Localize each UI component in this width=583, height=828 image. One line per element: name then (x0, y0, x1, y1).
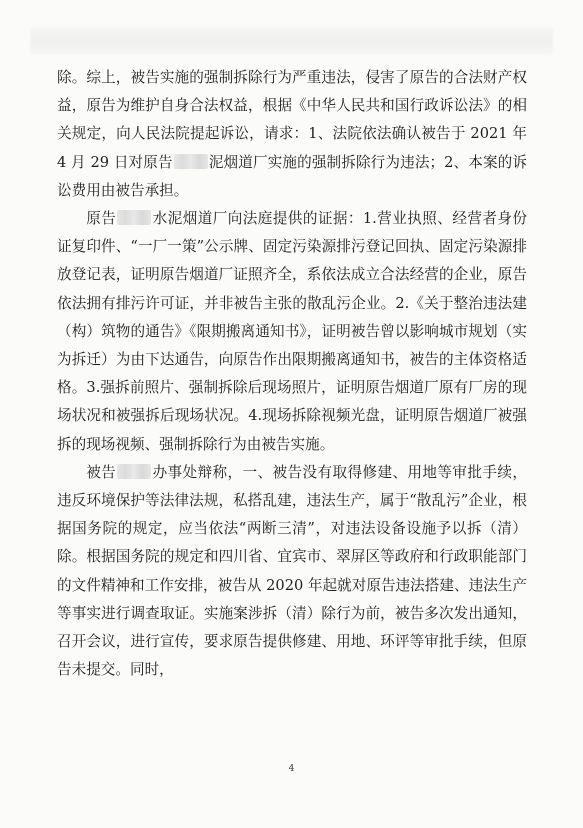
document-body (57, 64, 527, 684)
text-segment: 水泥烟道厂向法庭提供的证据：1.营业执照、经营者身份证复印件、“一厂一策”公示牌、固定污染源排污登记回执、固定污染源排放登记表，证明原告烟道厂证照齐全，系依法成立合法经营的企业，原告依法拥有排污许可证，并非被告主张的散乱污企业。2.《关于整治违法建（构）筑物的通告》《限期搬离通知书》，证明被告曾以影响城市规划（实为拆迁）为由下达通告，向原告作出限期搬离通知书，被告的主体资格适格。3.强拆前照片、强制拆除后现场照片，证明原告烟道厂原有厂房的现场状况和被强拆后现场状况。4.现场拆除视频光盘，证明原告烟道厂被强拆的现场视频、强制拆除行为由被告实施。 (57, 210, 527, 453)
redaction-mark (117, 464, 151, 479)
bleed-through-artifact (30, 28, 553, 54)
text-segment: 办事处辩称，一、被告没有取得修建、用地等审批手续，违反环境保护等法律法规，私搭乱建，违法生产，属于“散乱污”企业，根据国务院的规定，应当依法“两断三清”，对违法设备设施予以拆（清）除。根据国务院的规定和四川省、宜宾市、翠屏区等政府和行政职能部门的文件精神和工作安排，被告从 2020 年起就对原告违法搭建、违法生产等事实进行调查取证。实施案涉拆（清）除行为前，被告多次发出通知，召开会议，进行宣传，要求原告提供修建、用地、环评等审批手续，但原告未提交。同时， (57, 463, 527, 679)
redaction-mark (117, 210, 151, 225)
paragraph-plaintiff-evidence (57, 205, 527, 459)
text-segment: 被告 (86, 463, 117, 481)
text-segment: 原告 (86, 210, 117, 228)
paragraph-conclusion (57, 64, 527, 205)
page-number: 4 (288, 764, 295, 774)
paragraph-defendant-defense (57, 459, 527, 685)
text-segment: 泥烟道厂实施的强制拆除行为违法；2、本案的诉讼费用由被告承担。 (57, 153, 527, 199)
redaction-mark (174, 154, 208, 169)
text-segment: 除。综上，被告实施的强制拆除行为严重违法，侵害了原告的合法财产权益，原告为维护自身合法权益，根据《中华人民共和国行政诉讼法》的相关规定，向人民法院提起诉讼，请求：1、法院依法确认被告于 2021 年 4 月 29 日对原告 (57, 69, 527, 171)
